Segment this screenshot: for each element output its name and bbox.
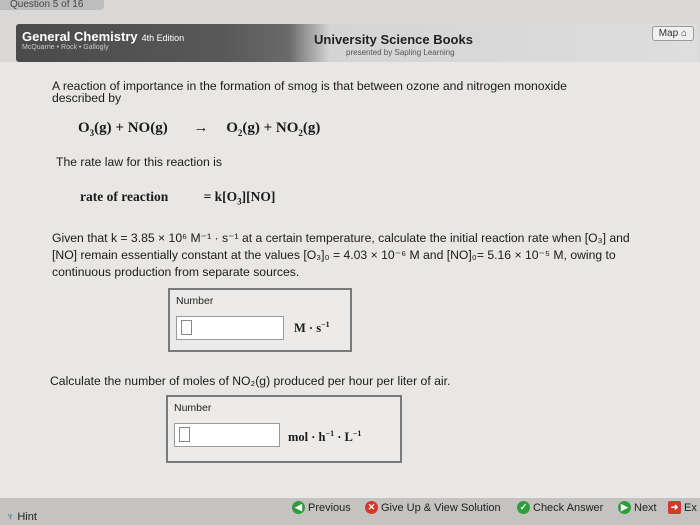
given-line3: continuous production from separate sources. — [52, 265, 300, 279]
check-icon: ✓ — [517, 501, 530, 514]
rate-answer-input[interactable] — [176, 316, 284, 340]
moles-answer-input[interactable] — [174, 423, 280, 447]
hint-link[interactable]: ♆ Hint — [6, 511, 37, 523]
moles-unit-label: mol · $h^{-1} \cdot L^{-1}$ — [288, 429, 362, 445]
input-cursor — [181, 320, 192, 335]
map-button[interactable]: Map ⌂ — [652, 26, 694, 41]
presented-by-label: presented by Sapling Learning — [346, 48, 455, 57]
exit-button[interactable]: ➜ Ex — [668, 501, 697, 514]
question-panel — [0, 62, 700, 498]
give-up-x-icon: ✕ — [365, 501, 378, 514]
question-intro-line1: A reaction of importance in the formation of smog is that between ozone and nitrogen monoxide — [52, 79, 567, 93]
question-counter-tab: Question 5 of 16 — [0, 0, 104, 10]
next-button[interactable]: ▶ Next — [618, 501, 657, 514]
answer-label: Number — [174, 402, 212, 414]
authors-label: McQuarrie • Rock • Gallogly — [22, 44, 109, 51]
rate-unit-label: $M \cdot s^{-1}$ — [294, 320, 330, 336]
map-icon: ⌂ — [680, 28, 687, 39]
edition-label: 4th Edition — [141, 33, 185, 43]
answer-box-moles — [166, 395, 402, 463]
answer-box-rate — [168, 288, 352, 352]
given-line1: Given that k = 3.85 × 10⁶ M⁻¹ · s⁻¹ at a certain temperature, calculate the initial reaction rate when [O₃] and — [52, 231, 630, 245]
check-answer-button[interactable]: ✓ Check Answer — [517, 501, 603, 514]
give-up-button[interactable]: ✕ Give Up & View Solution — [365, 501, 501, 514]
part2-prompt: Calculate the number of moles of NO₂(g) produced per hour per liter of air. — [50, 374, 451, 388]
previous-arrow-icon: ◀ — [292, 501, 305, 514]
publisher-title: University Science Books — [314, 32, 473, 47]
given-line2: [NO] remain essentially constant at the values [O₃]₀ = 4.03 × 10⁻⁶ M and [NO]₀= 5.16 × 10⁻⁵ M, owing to — [52, 248, 616, 262]
exit-icon: ➜ — [668, 501, 681, 514]
reaction-equation: $O_3(g) + NO(g) \to O_2(g) + NO_2(g)$ — [78, 120, 321, 138]
reaction-arrow: → — [193, 120, 209, 136]
book-title: General Chemistry 4th Edition — [22, 29, 185, 44]
footer-toolbar — [0, 498, 700, 525]
answer-label: Number — [176, 295, 214, 307]
question-intro-line2: described by — [52, 91, 122, 105]
course-banner — [16, 24, 698, 62]
rate-law-intro: The rate law for this reaction is — [56, 155, 222, 169]
next-arrow-icon: ▶ — [618, 501, 631, 514]
previous-button[interactable]: ◀ Previous — [292, 501, 351, 514]
hint-icon: ♆ — [6, 511, 15, 523]
rate-law-equation: rate of reaction = $k[O_3][NO]$ — [80, 189, 276, 207]
input-cursor — [179, 427, 190, 442]
